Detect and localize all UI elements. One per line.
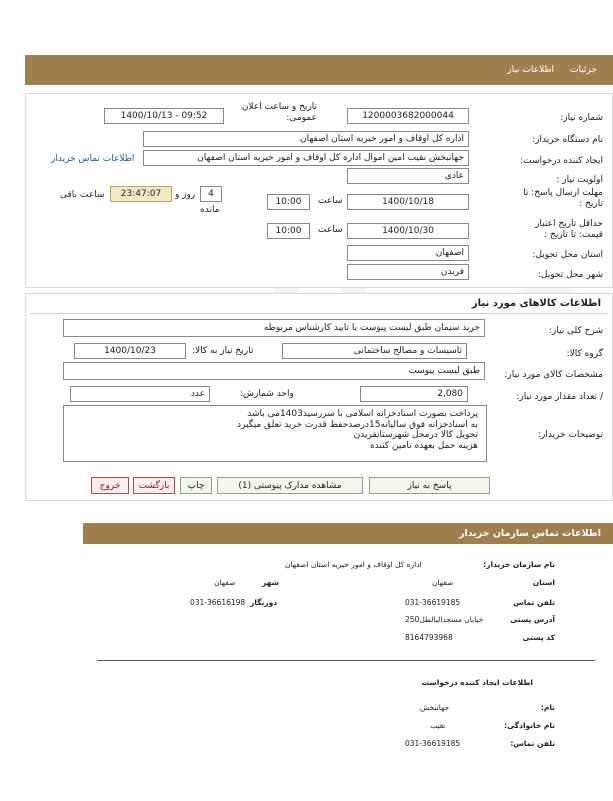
tab-details[interactable]: جزئیات [570,65,597,75]
address-value: خیابان مسجدالیالطل250 [405,615,484,624]
buyer-org-field: اداره کل اوقاف و امور خیریه استان اصفهان [143,131,469,147]
need-desc-label: شرح کلی نیاز: [548,326,603,336]
quantity-field: 2,080 [360,386,468,402]
print-button[interactable]: چاپ [180,477,212,494]
goods-section-title: اطلاعات کالاهای مورد نیاز [471,298,601,309]
buyer-org-label: نام دستگاه خریدار: [532,135,603,145]
contact-divider [97,660,595,661]
exit-button[interactable]: خروج [91,477,129,494]
delivery-city-field: فریدن [347,264,469,280]
creator-phone-label: تلفن تماس: [510,739,555,748]
delivery-city-label: شهر محل تحویل: [537,270,603,280]
city-label: شهر [262,578,279,587]
price-time-label: ساعت [318,225,343,235]
goods-group-label: گروه کالا: [566,349,603,359]
goods-divider [30,313,608,314]
org-name-label: نام سازمان خریدار: [483,560,555,569]
buyer-contact-link[interactable]: اطلاعات تماس خریدار [51,154,135,164]
goods-spec-label: مشخصات کالای مورد نیاز: [504,370,603,380]
need-number-label: شماره نیاز: [560,113,603,123]
note-line: هزینه حمل بعهده تامین کننده [369,440,478,451]
reply-time-label: ساعت [318,196,343,206]
reply-time-field: 10:00 [267,194,310,210]
city-value: صفهان [214,578,236,587]
days-label: روز و [175,190,196,200]
goods-group-field: تاسیسات و مصالح ساختمانی [282,343,467,359]
creator-section-title: اطلاعات ایجاد کننده درخواست [421,678,533,687]
need-desc-field: خرید سیمان طبق لیست پیوست با تایید کارشناس مربوطه [63,319,485,337]
top-header-bar [25,55,613,85]
need-date-field: 1400/10/23 [74,343,186,359]
buyer-notes-label: توضیحات خریدار: [537,430,603,440]
delivery-province-label: استان محل تحویل: [532,250,603,260]
attachments-button[interactable]: مشاهده مدارک پیوستی (1) [217,477,363,494]
price-validity-label: حداقل تاریخ اعتبار قیمت: تا تاریخ : [535,219,603,240]
province-label: استان [532,578,555,587]
reply-button[interactable]: پاسخ به نیاز [369,477,490,494]
postal-value: 8164793968 [405,633,453,642]
requester-field: جهانبخش نقیب امین اموال اداره کل اوقاف و امور خیریه استان اصفهان [143,150,469,166]
reply-deadline-label: مهلت ارسال پاسخ: تا تاریخ : [523,188,603,209]
address-label: آدرس پستی [510,615,555,624]
creator-family-value: نقیب [430,721,446,730]
note-line: پرداخت بصورت اسنادخزانه اسلامی با سررسید1403می باشد [247,409,478,419]
creator-family-label: نام خانوادگی: [504,721,555,730]
price-time-field: 10:00 [267,223,310,239]
unit-field: عدد [70,386,210,402]
org-name-value: اداره کل اوقاف و امور خیریه استان اصفهان [285,560,422,569]
creator-phone-value: 031-36619185 [405,739,461,748]
fax-label: دورنگار [250,598,278,607]
countdown-timer: 23:47:07 [110,186,172,202]
announce-date-field: 1400/10/13 - 09:52 [104,108,224,124]
note-line: به اسنادخزانه فوق سالیانه15درصدحفظ قدرت خرید تعلق میگیرد [237,419,478,430]
note-line: تحویل کالا درمحل شهرستانفریدن [353,430,478,440]
province-value: صفهان [432,578,454,587]
phone-value: 031-36619185 [405,598,461,607]
quantity-label: / تعداد مقدار مورد نیاز: [516,392,603,402]
buyer-notes-box [63,405,487,462]
buyer-contact-header: اطلاعات تماس سازمان خریدار [83,523,613,544]
priority-field: عادی [347,168,469,184]
priority-label: اولویت نیاز : [556,175,603,185]
goods-spec-field: طبق لیست پیوست [63,362,485,380]
tab-need-info[interactable]: اطلاعات نیاز [507,65,555,75]
creator-name-label: نام: [540,703,555,712]
remaining-label-2: مانده [200,205,220,215]
unit-label: واحد شمارش: [240,389,294,399]
need-date-label: تاریخ نیاز به کالا: [192,346,254,356]
announce-label: تاریخ و ساعت اعلان عمومی: [241,102,317,123]
phone-label: تلفن تماس [513,598,555,607]
reply-date-field: 1400/10/18 [347,194,469,210]
fax-value: 031-36616198 [190,598,246,607]
requester-label: ایجاد کننده درخواست: [520,156,603,166]
price-date-field: 1400/10/30 [347,223,469,239]
days-remaining-field: 4 [200,186,222,202]
need-number-field: 1200003682000044 [347,108,469,124]
back-button[interactable]: بازگشت [133,477,175,494]
remaining-label: ساعت باقی [60,190,105,200]
delivery-province-field: اصفهان [347,245,469,261]
postal-label: کد پستی [522,633,555,642]
creator-name-value: جهانبخش [420,703,450,712]
